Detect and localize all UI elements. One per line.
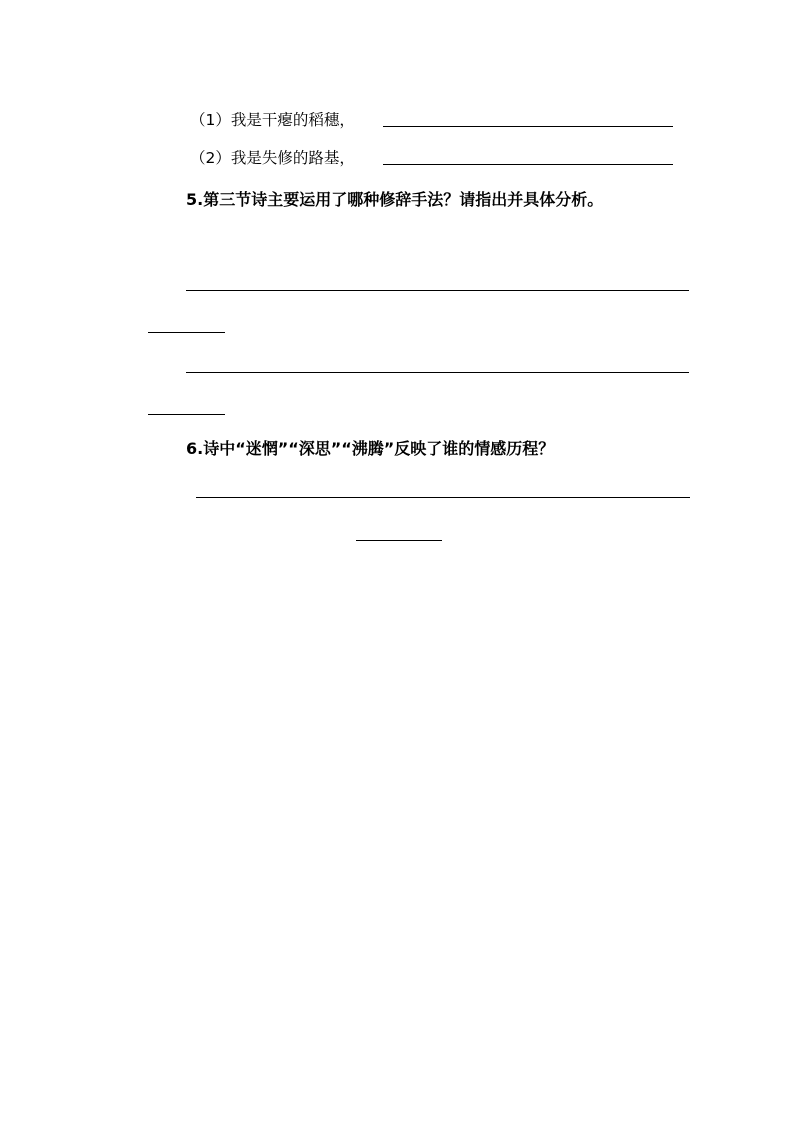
- item-2-answer-blank[interactable]: [383, 164, 673, 165]
- item-2: [190, 148, 355, 168]
- q6-answer-line-1[interactable]: [196, 497, 690, 498]
- item-1-answer-blank[interactable]: [383, 126, 673, 127]
- question-6: 6.诗中“迷惘”“深思”“沸腾”反映了谁的情感历程？: [186, 439, 555, 458]
- q5-answer-line-2[interactable]: [186, 372, 689, 373]
- q5-answer-line-2-cont[interactable]: [148, 414, 225, 415]
- item-1-text: （1）我是干瘪的稻穗，: [190, 111, 355, 129]
- item-1: [190, 110, 355, 130]
- q6-answer-line-1-cont[interactable]: [356, 540, 442, 541]
- item-2-text: （2）我是失修的路基，: [190, 149, 355, 167]
- q5-answer-line-1-cont[interactable]: [148, 332, 225, 333]
- question-5: 5.第三节诗主要运用了哪种修辞手法？请指出并具体分析。: [186, 190, 604, 209]
- q5-answer-line-1[interactable]: [186, 290, 689, 291]
